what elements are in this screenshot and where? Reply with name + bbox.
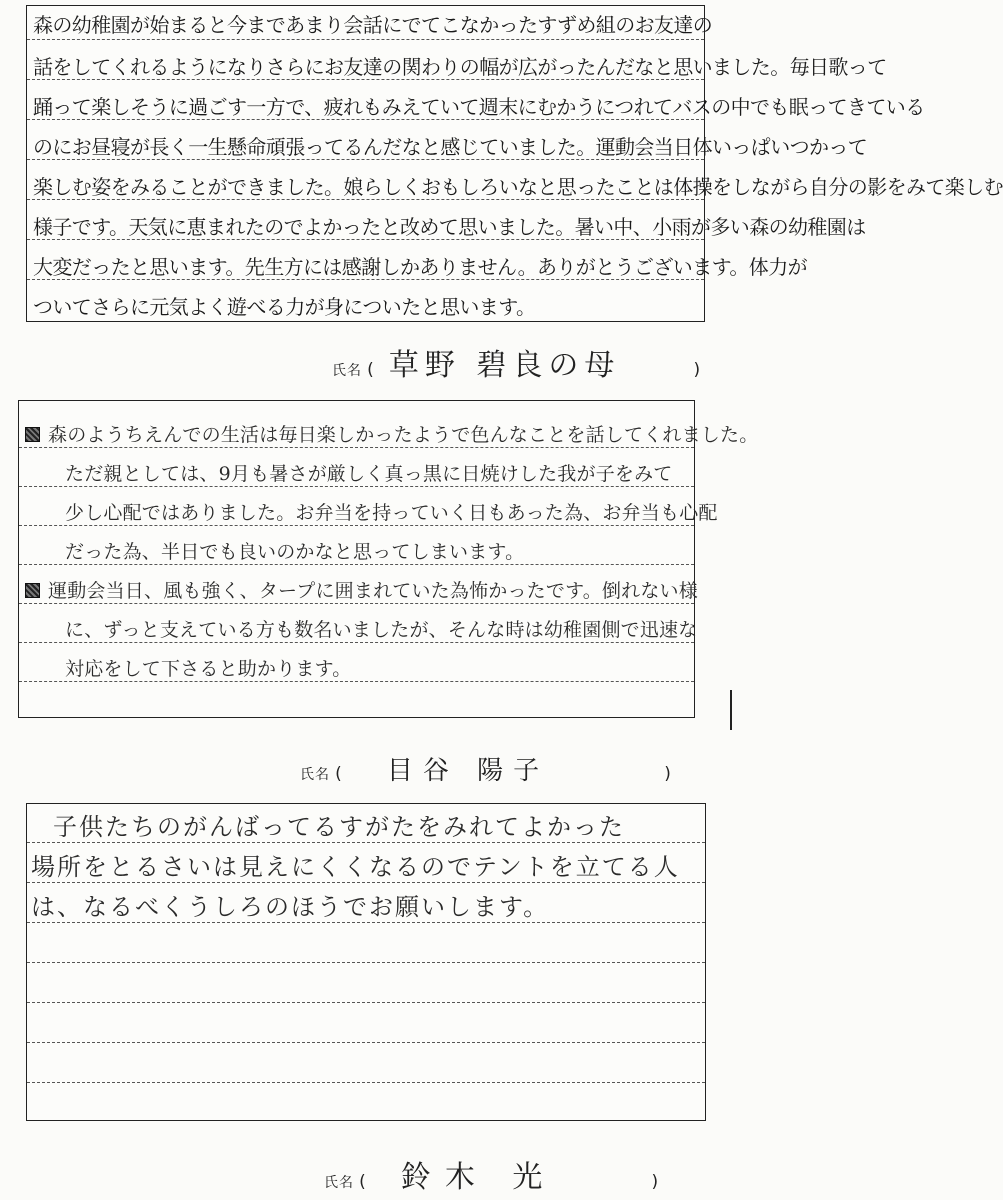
handwritten-line: ついてさらに元気よく遊べる力が身についたと思います。: [33, 295, 536, 319]
scan-edge-mark: [730, 690, 732, 730]
handwritten-line: だった為、半日でも良いのかなと思ってしまいます。: [65, 541, 525, 563]
signature-row-1: [332, 340, 700, 384]
comment-box-2: [18, 400, 759, 718]
signature-name: 目谷 陽子: [386, 756, 550, 786]
handwritten-line: 大変だったと思います。先生方には感謝しかありません。ありがとうございます。体力が: [33, 255, 807, 279]
bullet-square-icon: [25, 427, 40, 442]
handwritten-line: 対応をして下さると助かります。: [65, 658, 352, 680]
paren-open: (: [335, 764, 342, 784]
paren-open: (: [359, 1172, 366, 1192]
handwritten-line: 運動会当日、風も強く、タープに囲まれていた為怖かったです。倒れない様: [25, 582, 690, 601]
handwritten-line: 森の幼稚園が始まると今まであまり会話にでてこなかったすずめ組のお友達の: [33, 13, 713, 37]
name-label: 氏名: [324, 1175, 354, 1191]
name-label: 氏名: [332, 363, 362, 379]
handwritten-line: に、ずっと支えている方も数名いましたが、そんな時は幼稚園側で迅速な: [65, 619, 698, 641]
name-label: 氏名: [300, 767, 330, 783]
paren-close: ): [693, 360, 701, 380]
signature-name: 鈴木 光: [400, 1160, 557, 1195]
handwritten-line: 森のようちえんでの生活は毎日楽しかったようで色んなことを話してくれました。: [25, 426, 690, 445]
handwritten-line: は、なるべくうしろのほうでお願いします。: [31, 893, 550, 921]
paren-close: ): [651, 1172, 659, 1192]
signature-row-2: [300, 750, 671, 787]
bullet-square-icon: [25, 583, 40, 598]
handwritten-line: 踊って楽しそうに過ごす一方で、疲れもみえていて週末にむかうにつれてバスの中でも眠ってきている: [33, 95, 925, 119]
handwritten-line: 場所をとるさいは見えにくくなるのでテントを立てる人: [31, 853, 680, 881]
handwritten-line: 子供たちのがんばってるすがたをみれてよかった: [53, 813, 625, 841]
handwritten-line: 話をしてくれるようになりさらにお友達の関わりの幅が広がったんだなと思いました。毎日歌って: [33, 55, 887, 79]
handwritten-line: 様子です。天気に恵まれたのでよかったと改めて思いました。暑い中、小雨が多い森の幼稚園は: [33, 215, 866, 239]
paren-close: ): [664, 764, 671, 784]
handwritten-line: 楽しむ姿をみることができました。娘らしくおもしろいなと思ったことは体操をしながら自分の影をみて楽しむ: [33, 175, 1003, 199]
comment-box-1: [26, 5, 1003, 322]
signature-row-3: [324, 1152, 658, 1196]
handwritten-line: のにお昼寝が長く一生懸命頑張ってるんだなと感じていました。運動会当日体いっぱいつかって: [33, 135, 868, 159]
handwritten-line: 少し心配ではありました。お弁当を持っていく日もあった為、お弁当も心配: [65, 502, 718, 524]
signature-name: 草野 碧良の母: [388, 348, 621, 383]
paren-open: (: [367, 360, 374, 380]
comment-box-3: [26, 803, 706, 1121]
handwritten-line: ただ親としては、9月も暑さが厳しく真っ黒に日焼けした我が子をみて: [65, 463, 673, 485]
